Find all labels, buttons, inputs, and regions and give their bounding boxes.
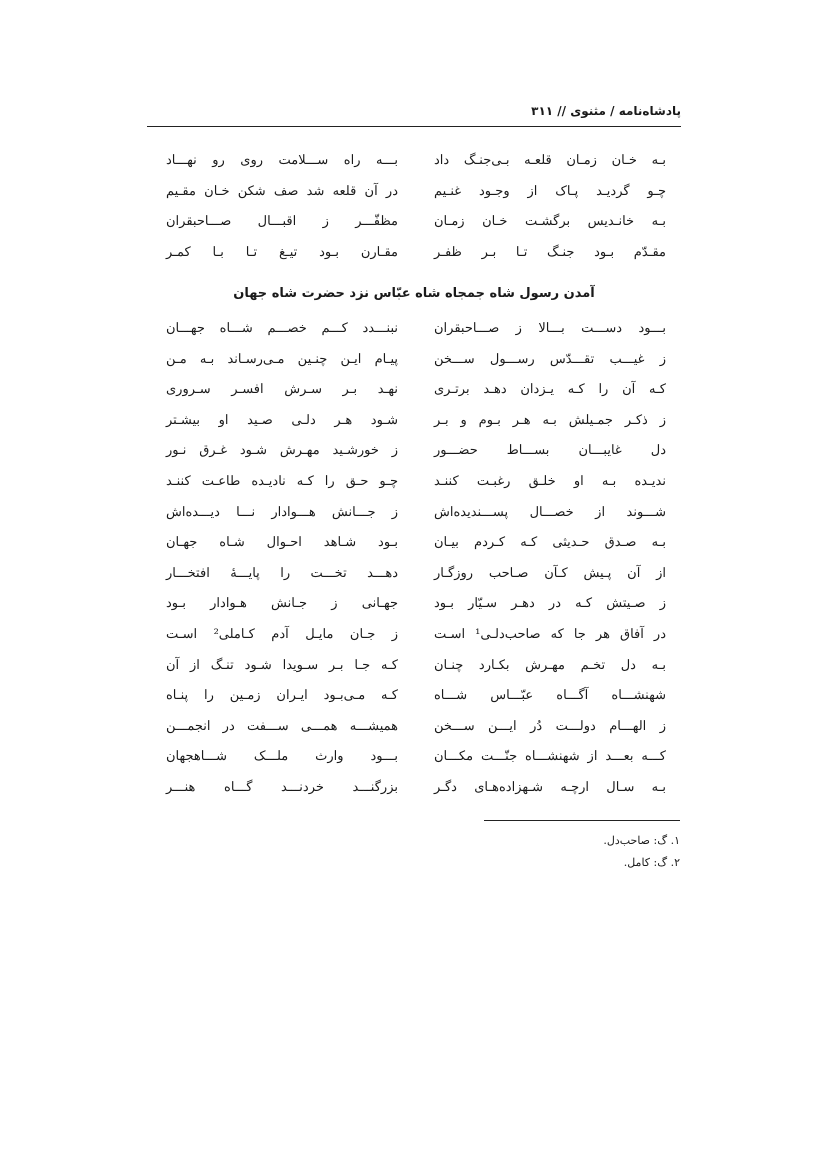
hemistich-right: ندیـده بـه او خلـق رغبـت کننـد	[434, 474, 666, 489]
hemistich-left: شـود هـر دلـی صـید او بیشـتر	[166, 412, 398, 428]
hemistich-left: کـه مـی‌بـود ایـران زمـین را پنـاه	[166, 688, 398, 704]
hemistich-right: بـه دل تخـم مهـرش بکـارد چنـان	[434, 657, 666, 673]
hemistich-left: کـه جـا بـر سـویدا شـود تنـگ از آن	[166, 657, 398, 673]
hemistich-right: ز صـیتش کـه در دهـر سـیّار بـود	[434, 596, 666, 612]
verse-row	[166, 406, 666, 435]
hemistich-right: مقـدّم بـود جنـگ تـا بـر ظفـر	[434, 244, 666, 260]
hemistich-right: شهنشـــاه آگـــاه عبّـــاس شـــاه	[434, 688, 666, 704]
verse-row	[166, 681, 666, 710]
footnote-2: ۲. گ: کامل.	[623, 856, 680, 869]
hemistich-right: کـه آن را کـه یـزدان دهـد برتـری	[434, 382, 666, 398]
hemistich-left: چـو حـق را کـه نادیـده طاعـت کننـد	[166, 474, 398, 489]
hemistich-right: بـه خانـدیس برگشـت خـان زمـان	[434, 214, 666, 230]
hemistich-left: جهـانی ز جـانش هـوادار بـود	[166, 596, 398, 612]
hemistich-left: بزرگنـــد خردنـــد گـــاه هنـــر	[166, 780, 398, 795]
verse-row	[166, 146, 666, 175]
hemistich-right: دل غایبـــان بســـاط حضـــور	[434, 443, 666, 459]
hemistich-left: بـــه راه ســـلامت روی رو نهـــاد	[166, 153, 398, 168]
verse-row	[166, 375, 666, 404]
verse-row	[166, 589, 666, 618]
verse-row	[166, 436, 666, 465]
hemistich-left: پیـام ایـن چنـین مـی‌رسـاند بـه مـن	[166, 351, 398, 367]
hemistich-left: ز خورشـید مهـرش شـود غـرق نـور	[166, 443, 398, 459]
hemistich-right: ز الهـــام دولـــت دُر ایـــن ســـخن	[434, 718, 666, 734]
hemistich-left: ز جـــانش هـــوادار نـــا دیـــده‌اش	[166, 504, 398, 520]
verse-row	[166, 742, 666, 771]
verse-row	[166, 177, 666, 206]
hemistich-right: در آفاق هر جا که صاحب‌دلـی¹ اسـت	[434, 627, 666, 642]
hemistich-left: مظفّـــر ز اقبـــال صـــاحبقران	[166, 214, 398, 230]
verse-row	[166, 238, 666, 267]
hemistich-left: دهـــد تخـــت را پایـــهٔ افتخـــار	[166, 565, 398, 581]
verse-row	[166, 345, 666, 374]
hemistich-left: بـــود وارث ملـــک شـــاهجهان	[166, 749, 398, 765]
section-title: آمدن رسول شاه جمجاه شاه عبّاس نزد حضرت شاه جهان	[233, 286, 595, 301]
verse-row	[166, 773, 666, 802]
hemistich-right: بـه خـان زمـان قلعـه بـی‌جنـگ داد	[434, 153, 666, 168]
hemistich-left: مقـارن بـود تیـغ تـا بـا کمـر	[166, 244, 398, 260]
page-header: پادشاه‌نامه / مثنوی // ۳۱۱	[531, 104, 681, 118]
footnote-1: ۱. گ: صاحب‌دل.	[603, 834, 680, 847]
hemistich-right: شـــوند از خصـــال پســـندیده‌اش	[434, 504, 666, 520]
hemistich-left: نبنـــدد کـــم خصـــم شـــاه جهـــان	[166, 321, 398, 336]
verse-row	[166, 467, 666, 496]
verse-row	[166, 559, 666, 588]
hemistich-right: بـه صـدق حـدیثی کـه کـردم بیـان	[434, 535, 666, 551]
hemistich-left: در آن قلعه شد صف شکن خـان مقـیم	[166, 183, 398, 199]
verse-row	[166, 528, 666, 557]
verse-row	[166, 712, 666, 741]
verse-row	[166, 314, 666, 343]
hemistich-left: نهـد بـر سـرش افسـر سـروری	[166, 382, 398, 398]
footnote-rule	[484, 820, 680, 821]
hemistich-left: بـود شـاهد احـوال شـاه جهـان	[166, 535, 398, 551]
verse-row	[166, 651, 666, 680]
hemistich-left: ز جـان مایـل آدم کـاملی² اسـت	[166, 627, 398, 642]
hemistich-right: کـــه بعـــد از شهنشـــاه جنّـــت مکـــان	[434, 749, 666, 765]
verse-row	[166, 498, 666, 527]
hemistich-right: از آن پـیش کـآن صـاحب روزگـار	[434, 565, 666, 581]
verse-row	[166, 620, 666, 649]
hemistich-right: ز ذکـر جمـیلش بـه هـر بـوم و بـر	[434, 412, 666, 428]
hemistich-left: همیشـــه همـــی ســـفت در انجمـــن	[166, 718, 398, 734]
hemistich-right: ز غیـــب تقـــدّس رســـول ســـخن	[434, 351, 666, 367]
verse-row	[166, 207, 666, 236]
hemistich-right: بـه سـال ارچـه شـهزاده‌هـای دگـر	[434, 780, 666, 795]
hemistich-right: بـــود دســـت بـــالا ز صـــاحبقران	[434, 321, 666, 336]
hemistich-right: چـو گردیـد پـاک از وجـود غنـیم	[434, 183, 666, 199]
header-rule	[147, 126, 681, 127]
